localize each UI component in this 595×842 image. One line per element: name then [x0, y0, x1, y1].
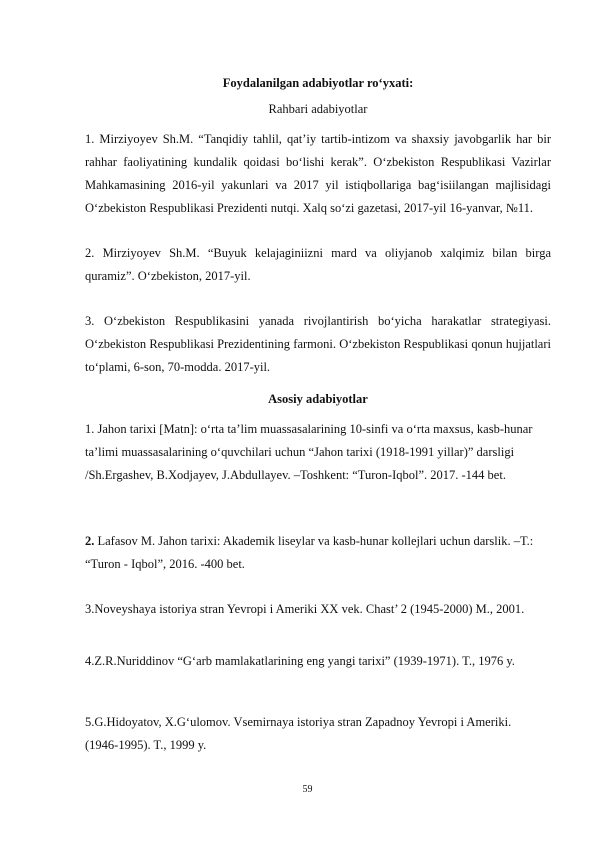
reference-item-3: 3. O‘zbekiston Respublikasini yanada rivojlantirish bo‘yicha harakatlar strategiyasi. O‘zbekiston Respublikasi Prezidentining farmoni. O‘zbekiston Respublikasi qonun hujjatlari to‘plami, 6-son, 70-modda. 2017-yil.: [85, 314, 551, 374]
page-number: [0, 783, 595, 797]
item-text: Z.R.Nuriddinov “G‘arb mamlakatlarining eng yangi tarixi” (1939-1971). T., 1976 y.: [94, 654, 515, 668]
item-text: G.Hidoyatov, X.G‘ulomov. Vsemirnaya istoriya stran Zapadnoy Yevropi i Ameriki. (1946-1995). T., 1999 y.: [85, 715, 512, 752]
reference-item-asosiy-2: [85, 530, 535, 576]
item-number: 4.: [85, 654, 95, 668]
item-number: 2.: [85, 534, 95, 548]
section-title-rahbari: Rahbari adabiyotlar: [268, 102, 368, 116]
references-heading: Foydalanilgan adabiyotlar ro‘yxati:: [222, 76, 414, 90]
reference-item-asosiy-5: [85, 711, 535, 757]
page-number-text: 59: [302, 784, 313, 795]
item-text: Lafasov M. Jahon tarixi: Akademik liseylar va kasb-hunar kollejlari uchun darslik. –T.: “Turon - Iqbol”, 2016. -400 bet.: [85, 534, 534, 571]
reference-item-asosiy-3: [85, 598, 555, 621]
item-number: 1.: [85, 422, 95, 436]
item-number: 5.: [85, 715, 95, 729]
reference-item-1: 1. Mirziyoyev Sh.M. “Tanqidiy tahlil, qat’iy tartib-intizom va shaxsiy javobgarlik har bir rahhar faoliyatining kundalik qoidasi bo‘lishi kerak”. O‘zbekiston Respublikasi Vazirlar Mahkamasining 2016-yil yakunlari va 2017 yil istiqbollariga bag‘isiilangan majlisidagi O‘zbekiston Respublikasi Prezidenti nutqi. Xalq so‘zi gazetasi, 2017-yil 16-yanvar, №11.: [85, 132, 551, 215]
reference-item-asosiy-4: [85, 650, 535, 673]
item-text: Jahon tarixi [Matn]: o‘rta ta’lim muassasalarining 10-sinfi va o‘rta maxsus, kasb-hunar ta’limi muassasalarining o‘quvchilari uchun “Jahon tarixi (1918-1991 yillar)” darsligi /Sh.Ergashev, B.Xodjayev, J.Abdullayev. –Toshkent: “Turon-Iqbol”. 2017. -144 bet.: [85, 422, 533, 482]
section-title-asosiy: Asosiy adabiyotlar: [268, 392, 368, 406]
reference-item-asosiy-1: [85, 418, 535, 487]
reference-item-2: 2. Mirziyoyev Sh.M. “Buyuk kelajaginiizni mard va oliyjanob xalqimiz bilan birga quramiz”. O‘zbekiston, 2017-yil.: [85, 246, 551, 283]
item-number: 3.: [85, 602, 95, 616]
item-text: Noveyshaya istoriya stran Yevropi i Ameriki XX vek. Chast’ 2 (1945-2000) M., 2001.: [94, 602, 525, 616]
